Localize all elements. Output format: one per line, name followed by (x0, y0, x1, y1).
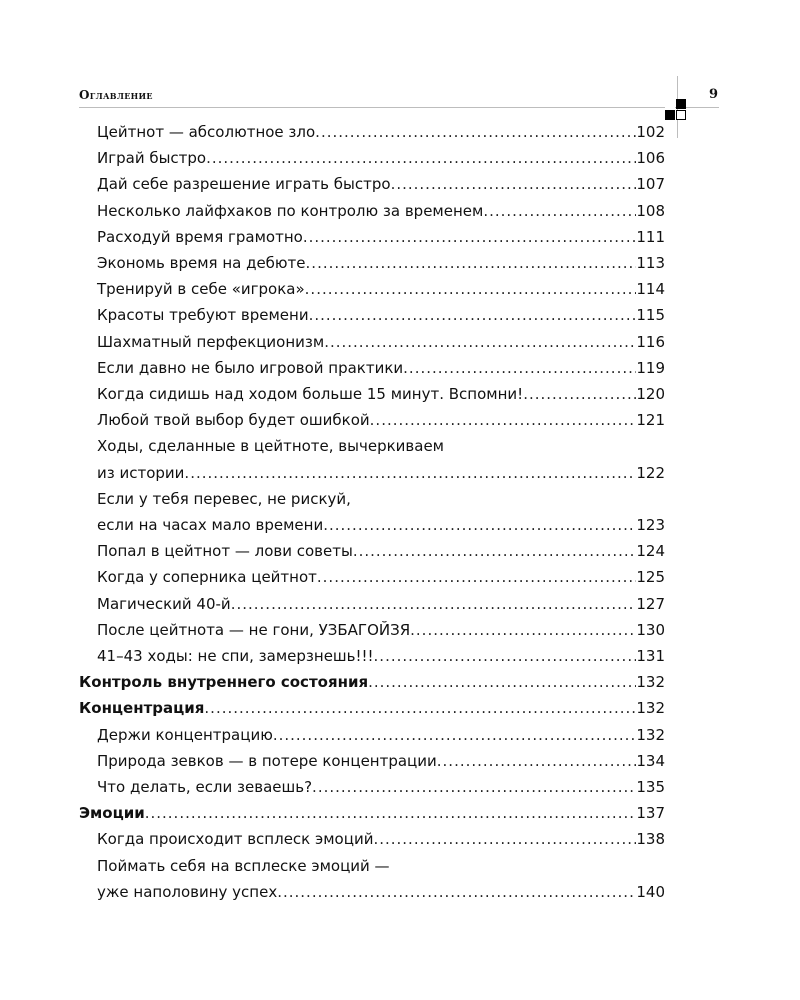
toc-leader-dots (303, 224, 637, 250)
toc-entry (97, 433, 665, 459)
toc-page-number: 138 (636, 830, 665, 849)
toc-entry-title: Цейтнот — абсолютное зло (97, 123, 316, 141)
toc-entry-title: Расходуй время грамотно (97, 227, 303, 246)
toc-leader-dots (437, 748, 637, 774)
toc-leader-dots (315, 119, 636, 145)
toc-entry (97, 276, 665, 302)
toc-page-number: 115 (636, 306, 665, 325)
toc-page-number: 140 (636, 882, 665, 901)
toc-entry-title: Играй быстро (97, 149, 207, 168)
toc-entry-title: Если у тебя перевес, не рискуй, (97, 489, 351, 508)
toc-page-number: 135 (636, 778, 665, 796)
toc-leader-dots (373, 826, 636, 852)
toc-entry (97, 381, 665, 407)
toc-entry-title: Дай себе разрешение играть быстро (97, 175, 391, 194)
toc-leader-dots (273, 722, 637, 748)
toc-entry (97, 460, 665, 486)
toc-leader-dots (523, 381, 636, 407)
toc-section-entry (79, 800, 665, 826)
toc-section-entry (79, 695, 665, 721)
toc-entry-title: Что делать, если зеваешь? (97, 778, 313, 796)
toc-leader-dots (410, 617, 636, 643)
toc-entry-title: Концентрация (79, 699, 205, 718)
toc-page-number: 107 (636, 175, 665, 194)
toc-leader-dots (368, 669, 636, 695)
toc-entry-title: Шахматный перфекционизм (97, 332, 325, 351)
toc-entry (97, 643, 665, 669)
toc-entry (97, 171, 665, 197)
toc-entry-title: Магический 40-й (97, 594, 231, 613)
toc-entry-title: Поймать себя на всплеске эмоций — (97, 856, 390, 875)
toc-leader-dots (306, 250, 637, 276)
toc-page-number: 120 (636, 385, 665, 403)
toc-entry (97, 512, 665, 538)
toc-entry (97, 198, 665, 224)
toc-page-number: 125 (636, 568, 665, 587)
toc-entry (97, 486, 665, 512)
toc-entry-title: Если давно не было игровой практики (97, 358, 404, 377)
toc-entry-title: Держи концентрацию (97, 725, 273, 744)
toc-entry (97, 722, 665, 748)
toc-entry-title: 41–43 ходы: не спи, замерзнешь!!! (97, 647, 374, 665)
toc-entry (97, 119, 665, 145)
toc-entry (97, 564, 665, 590)
toc-leader-dots (309, 302, 637, 328)
toc-page-number: 122 (636, 463, 665, 482)
toc-leader-dots (204, 695, 636, 721)
toc-entry (97, 355, 665, 381)
toc-entry-title: Попал в цейтнот — лови советы (97, 542, 353, 561)
toc-entry (97, 224, 665, 250)
toc-leader-dots (312, 774, 636, 800)
toc-entry (97, 853, 665, 879)
running-head: Оглавление (79, 88, 153, 102)
toc-page-number: 132 (636, 673, 665, 692)
toc-leader-dots (403, 355, 636, 381)
toc-entry (97, 329, 665, 355)
toc-entry-title: Когда у соперника цейтнот (97, 568, 317, 587)
toc-page-number: 123 (636, 516, 665, 534)
toc-entry (97, 748, 665, 774)
toc-entry (97, 145, 665, 171)
toc-entry-title: Ходы, сделанные в цейтноте, вычеркиваем (97, 437, 444, 456)
toc-page-number: 108 (636, 201, 665, 220)
toc-entry-title: Тренируй в себе «игрока» (97, 280, 305, 299)
toc-page-number: 114 (636, 280, 665, 299)
toc-entry (97, 617, 665, 643)
toc-entry (97, 826, 665, 852)
toc-leader-dots (277, 879, 636, 905)
toc-entry-title: Любой твой выбор будет ошибкой (97, 411, 370, 430)
toc-page-number: 106 (636, 149, 665, 168)
toc-page-number: 134 (636, 751, 665, 770)
toc-entry (97, 302, 665, 328)
header-rule (79, 107, 719, 108)
toc-entry (97, 407, 665, 433)
toc-entry (97, 250, 665, 276)
toc-entry-title: Природа зевков — в потере концентрации (97, 751, 437, 770)
toc-entry-title: Когда сидишь над ходом больше 15 минут. Вспомни! (97, 385, 524, 403)
toc-leader-dots (184, 460, 636, 486)
toc-section-entry (79, 669, 665, 695)
toc-page-number: 113 (636, 254, 665, 272)
toc-leader-dots (305, 276, 637, 302)
toc-entry (97, 538, 665, 564)
toc-page-number: 127 (636, 594, 665, 613)
toc-page-number: 111 (636, 227, 665, 246)
toc-leader-dots (391, 171, 637, 197)
toc-page-number: 121 (636, 411, 665, 430)
toc-page-number: 119 (636, 358, 665, 377)
toc-entry (97, 879, 665, 905)
toc-page-number: 131 (636, 647, 665, 665)
toc-page-number: 137 (636, 804, 665, 823)
toc-entry-title: уже наполовину успех (97, 882, 278, 901)
toc-page-number: 130 (636, 620, 665, 639)
toc-entry-title: Экономь время на дебюте (97, 254, 306, 272)
toc-leader-dots (374, 643, 637, 669)
toc-page-number: 132 (636, 725, 665, 744)
toc-page-number: 132 (636, 699, 665, 718)
toc-leader-dots (353, 538, 637, 564)
toc-entry-title: Красоты требуют времени (97, 306, 309, 325)
toc-page-number: 116 (636, 332, 665, 351)
toc-entry-title: если на часах мало времени (97, 516, 324, 534)
toc-page-number: 124 (636, 542, 665, 561)
toc-entry-title: Несколько лайфхаков по контролю за временем (97, 201, 484, 220)
toc-leader-dots (324, 329, 636, 355)
toc-leader-dots (370, 407, 637, 433)
toc-entry-title: из истории (97, 463, 185, 482)
toc-page-number: 102 (636, 123, 665, 141)
toc-entry (97, 774, 665, 800)
toc-entry-title: После цейтнота — не гони, УЗБАГОЙЗЯ (97, 620, 411, 639)
toc-leader-dots (206, 145, 636, 171)
toc-entry-title: Когда происходит всплеск эмоций (97, 830, 374, 849)
toc-entry-title: Контроль внутреннего состояния (79, 673, 369, 692)
page-number: 9 (709, 87, 719, 102)
toc-leader-dots (317, 564, 636, 590)
checkerboard-icon (665, 99, 687, 121)
toc-entry (97, 591, 665, 617)
toc-leader-dots (145, 800, 637, 826)
toc-entry-title: Эмоции (79, 804, 145, 823)
toc-leader-dots (231, 591, 637, 617)
toc-leader-dots (323, 512, 636, 538)
toc-leader-dots (483, 198, 636, 224)
